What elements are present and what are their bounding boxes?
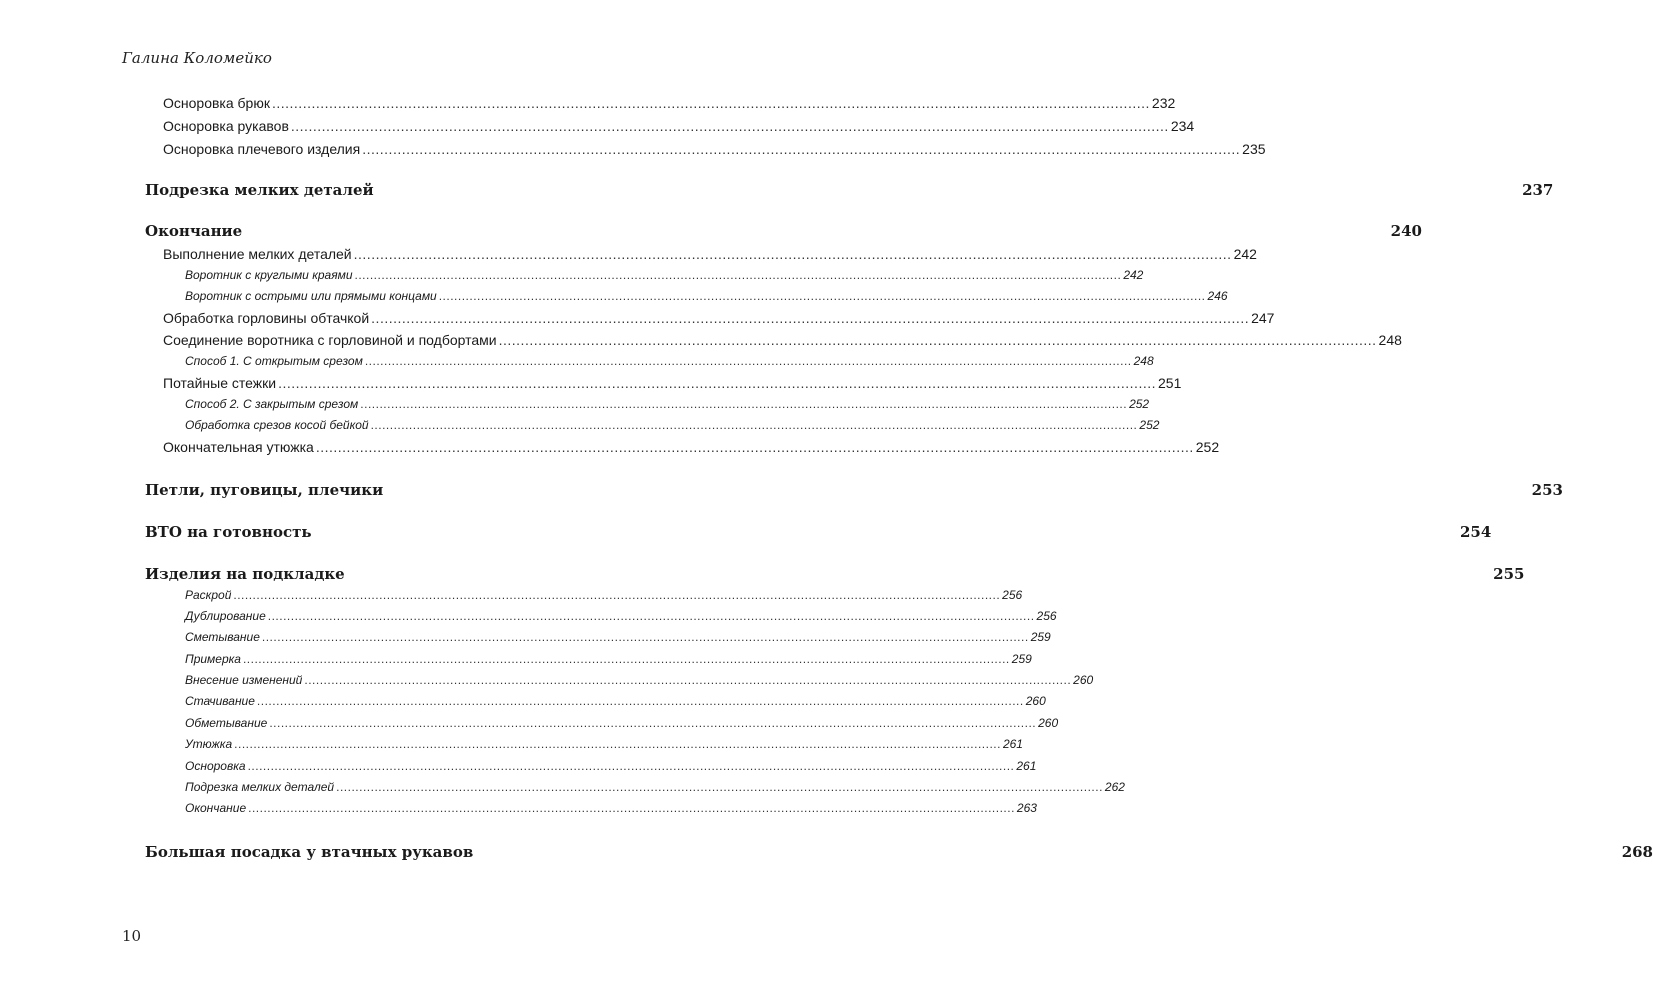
toc-entry (163, 141, 1266, 157)
toc-subentry-title: Утюжка (185, 737, 233, 751)
toc-subentry-title: Обметывание (185, 716, 268, 730)
toc-leader-dots: ........................................................................................................................................................................................................ (353, 246, 1232, 262)
toc-entry-page: 232 (1151, 95, 1176, 111)
toc-subentry (185, 630, 1051, 644)
toc-entry (163, 118, 1195, 134)
toc-subentry (185, 759, 1037, 773)
toc-entry (163, 439, 1220, 455)
toc-entry-title: Окончательная утюжка (163, 439, 314, 455)
toc-subentry-page: 261 (1002, 737, 1023, 751)
toc-subentry-title: Стачивание (185, 694, 255, 708)
toc-leader-dots: ........................................................................................................................................................................................................ (247, 759, 1015, 773)
page-number: 10 (122, 927, 142, 945)
toc-leader-dots: ........................................................................................................................................................................................................ (371, 310, 1250, 326)
toc-chapter-title: ВТО на готовность (145, 523, 312, 541)
toc-leader-dots: ........................................................................................................................................................................................................ (438, 289, 1206, 303)
toc-chapter-title: Большая посадка у втачных рукавов (145, 843, 474, 861)
toc-subentry-page: 256 (1036, 609, 1057, 623)
toc-entry-title: Выполнение мелких деталей (163, 246, 352, 262)
toc-subentry-page: 262 (1104, 780, 1125, 794)
toc-leader-dots: ........................................................................................................................................................................................................ (364, 354, 1132, 368)
toc-leader-dots: ........................................................................................................................................................................................................ (269, 716, 1037, 730)
toc-leader-dots: ........................................................................................................................................................................................................ (248, 801, 1015, 815)
toc-chapter-page: 254 (1460, 523, 1492, 541)
toc-subentry-page: 246 (1207, 289, 1228, 303)
toc-entry (163, 332, 1402, 348)
toc-subentry-title: Осноровка (185, 759, 246, 773)
toc-entry-title: Осноровка плечевого изделия (163, 141, 361, 157)
toc-leader-dots: ........................................................................................................................................................................................................ (336, 780, 1103, 794)
toc-leader-dots: ........................................................................................................................................................................................................ (278, 375, 1157, 391)
toc-entry-title: Осноровка рукавов (163, 118, 289, 134)
toc-entry-title: Осноровка брюк (163, 95, 270, 111)
toc-subentry-title: Подрезка мелких деталей (185, 780, 335, 794)
toc-entry-page: 247 (1251, 310, 1275, 326)
toc-leader-dots: ........................................................................................................................................................................................................ (360, 397, 1128, 411)
toc-subentry-page: 242 (1123, 268, 1144, 282)
toc-subentry-page: 260 (1038, 716, 1059, 730)
toc-leader-dots: ........................................................................................................................................................................................................ (256, 694, 1024, 708)
toc-leader-dots: ........................................................................................................................................................................................................ (370, 418, 1138, 432)
toc-subentry (185, 354, 1154, 368)
toc-subentry-page: 259 (1011, 652, 1032, 666)
toc-subentry (185, 694, 1046, 708)
toc-subentry (185, 801, 1037, 815)
toc-subentry-title: Сметывание (185, 630, 260, 644)
toc-chapter (145, 181, 1554, 199)
toc-entry (163, 310, 1275, 326)
toc-leader-dots: ........................................................................................................................................................................................................ (354, 268, 1122, 282)
toc-entry-title: Обработка горловины обтачкой (163, 310, 370, 326)
toc-chapter-title: Подрезка мелких деталей (145, 181, 374, 199)
toc-subentry-page: 259 (1030, 630, 1051, 644)
toc-entry-title: Потайные стежки (163, 375, 277, 391)
toc-subentry-page: 261 (1016, 759, 1037, 773)
toc-chapter-title: Петли, пуговицы, плечики (145, 481, 384, 499)
toc-entry-page: 251 (1158, 375, 1182, 391)
toc-leader-dots: ........................................................................................................................................................................................................ (498, 332, 1377, 348)
toc-subentry-page: 252 (1139, 418, 1160, 432)
toc-subentry (185, 609, 1057, 623)
toc-chapter-page: 237 (1522, 181, 1554, 199)
toc-entry-page: 248 (1378, 332, 1402, 348)
toc-subentry-title: Внесение изменений (185, 673, 303, 687)
toc-subentry (185, 780, 1125, 794)
toc-leader-dots: ........................................................................................................................................................................................................ (261, 630, 1029, 644)
toc-leader-dots: ........................................................................................................................................................................................................ (267, 609, 1035, 623)
toc-entry-page: 234 (1170, 118, 1195, 134)
toc-subentry-title: Воротник с круглыми краями (185, 268, 353, 282)
toc-subentry (185, 652, 1032, 666)
toc-subentry (185, 673, 1094, 687)
toc-subentry (185, 716, 1059, 730)
toc-subentry (185, 289, 1228, 303)
toc-entry-page: 252 (1195, 439, 1220, 455)
toc-chapter-page: 240 (1390, 222, 1422, 240)
toc-leader-dots: ........................................................................................................................................................................................................ (271, 95, 1150, 111)
toc-subentry-title: Раскрой (185, 588, 232, 602)
toc-subentry-title: Дублирование (185, 609, 266, 623)
toc-leader-dots: ........................................................................................................................................................................................................ (290, 118, 1169, 134)
toc-chapter (145, 565, 1525, 583)
toc-entry (163, 95, 1176, 111)
toc-chapter (145, 523, 1492, 541)
toc-subentry-page: 252 (1129, 397, 1150, 411)
toc-chapter (145, 843, 1653, 861)
toc-leader-dots: ........................................................................................................................................................................................................ (304, 673, 1072, 687)
toc-subentry (185, 268, 1144, 282)
toc-subentry-title: Обработка срезов косой бейкой (185, 418, 369, 432)
toc-entry (163, 246, 1257, 262)
toc-leader-dots: ........................................................................................................................................................................................................ (362, 141, 1241, 157)
toc-subentry-title: Окончание (185, 801, 247, 815)
toc-leader-dots: ........................................................................................................................................................................................................ (233, 588, 1001, 602)
toc-entry-page: 235 (1242, 141, 1266, 157)
toc-entry (163, 375, 1182, 391)
toc-chapter-page: 253 (1531, 481, 1563, 499)
toc-subentry-page: 256 (1002, 588, 1023, 602)
toc-leader-dots: ........................................................................................................................................................................................................ (315, 439, 1194, 455)
toc-leader-dots: ........................................................................................................................................................................................................ (234, 737, 1001, 751)
toc-subentry-page: 260 (1073, 673, 1094, 687)
toc-entry-title: Соединение воротника с горловиной и подбортами (163, 332, 497, 348)
toc-subentry (185, 418, 1160, 432)
toc-chapter-title: Окончание (145, 222, 243, 240)
toc-subentry (185, 588, 1023, 602)
running-header-author: Галина Коломейко (122, 49, 272, 67)
toc-subentry-title: Способ 1. С открытым срезом (185, 354, 363, 368)
toc-leader-dots: ........................................................................................................................................................................................................ (242, 652, 1010, 666)
toc-subentry-title: Способ 2. С закрытым срезом (185, 397, 359, 411)
toc-subentry-page: 263 (1016, 801, 1037, 815)
toc-chapter-page: 268 (1621, 843, 1653, 861)
toc-entry-page: 242 (1233, 246, 1257, 262)
toc-subentry-title: Примерка (185, 652, 241, 666)
toc-chapter-page: 255 (1493, 565, 1525, 583)
toc-subentry (185, 737, 1023, 751)
toc-subentry-page: 248 (1133, 354, 1154, 368)
toc-chapter (145, 481, 1563, 499)
toc-chapter (145, 222, 1422, 240)
toc-chapter-title: Изделия на подкладке (145, 565, 345, 583)
toc-subentry-title: Воротник с острыми или прямыми концами (185, 289, 437, 303)
toc-subentry (185, 397, 1150, 411)
toc-subentry-page: 260 (1025, 694, 1046, 708)
